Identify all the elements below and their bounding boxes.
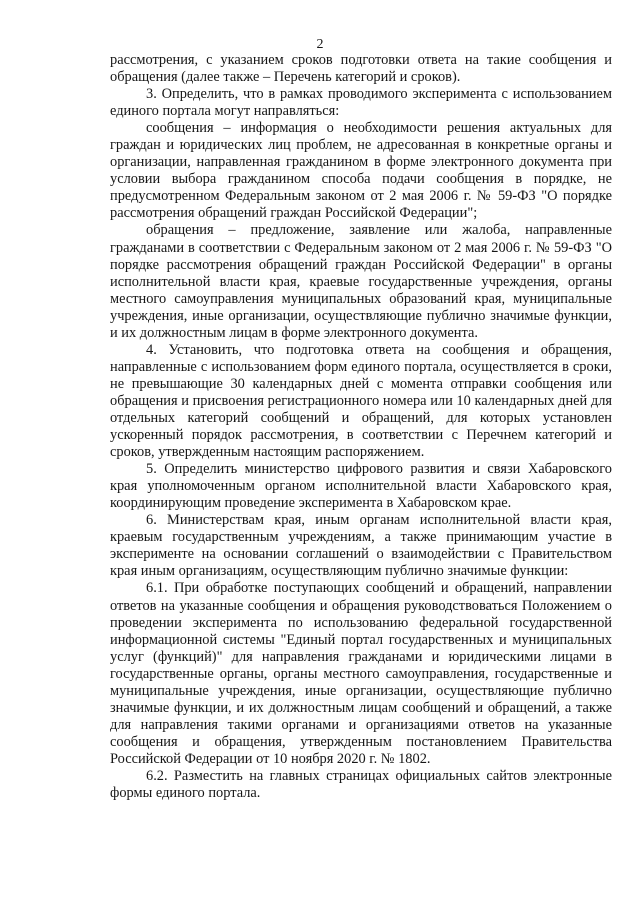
paragraph-definition-messages: сообщения – информация о необходимости решения актуальных для граждан и юридических лиц проблем, не адресованная в конкретные органы и организации, направленная гражданином в форме электронного документа при условии выбора гражданином способа подачи сообщения в порядке, не предусмотренном Федеральным законом от 2 мая 2006 г. № 59-ФЗ "О порядке рассмотрения обращений граждан Российской Федерации";: [110, 120, 612, 222]
paragraph-item-6-2: 6.2. Разместить на главных страницах официальных сайтов электронные формы единого портала.: [110, 767, 612, 802]
paragraph-item-3: 3. Определить, что в рамках проводимого эксперимента с использованием единого портала могут направляться:: [110, 86, 612, 120]
document-body: [110, 52, 612, 802]
paragraph-item-6: 6. Министерствам края, иным органам исполнительной власти края, краевым государственным учреждениям, а также принимающим участие в эксперименте на основании соглашений о взаимодействии с Правительством края иным организациям, осуществляющим публично значимые функции:: [110, 512, 612, 580]
paragraph-item-5: 5. Определить министерство цифрового развития и связи Хабаровского края уполномоченным органом исполнительной власти Хабаровского края, координирующим проведение эксперимента в Хабаровском крае.: [110, 461, 612, 512]
paragraph-definition-appeals: обращения – предложение, заявление или жалоба, направленные гражданами в соответствии с Федеральным законом от 2 мая 2006 г. № 59-ФЗ "О порядке рассмотрения обращений граждан Российской Федерации" в органы исполнительной власти края, краевые государственные учреждения, органы местного самоуправления муниципальных образований края, муниципальные учреждения, иные организации, осуществляющие публично значимые функции, и их должностным лицам в форме электронного документа.: [110, 222, 612, 341]
paragraph-item-4: 4. Установить, что подготовка ответа на сообщения и обращения, направленные с использованием форм единого портала, осуществляется в сроки, не превышающие 30 календарных дней с момента отправки сообщения или обращения и присвоения регистрационного номера или 10 календарных дней для отдельных категорий сообщений и обращений, для которых установлен ускоренный порядок рассмотрения, в соответствии с Перечнем категорий и сроков, утвержденным настоящим распоряжением.: [110, 341, 612, 461]
paragraph-continuation: рассмотрения, с указанием сроков подготовки ответа на такие сообщения и обращения (далее также – Перечень категорий и сроков).: [110, 52, 612, 86]
paragraph-item-6-1: 6.1. При обработке поступающих сообщений и обращений, направлении ответов на указанные сообщения и обращения руководствоваться Положением о проведении эксперимента по использованию федеральной государственной информационной системы "Единый портал государственных и муниципальных услуг (функций)" для направления гражданами и юридическими лицами в государственные органы, органы местного самоуправления, государственные и муниципальные учреждения, иные организации, осуществляющие публично значимые функции, и их должностным лицам сообщений и обращений, а также для направления такими органами и организациями ответов на указанные сообщения и обращения, утвержденным постановлением Правительства Российской Федерации от 10 ноября 2020 г. № 1802.: [110, 580, 612, 767]
page-number: 2: [316, 37, 324, 52]
